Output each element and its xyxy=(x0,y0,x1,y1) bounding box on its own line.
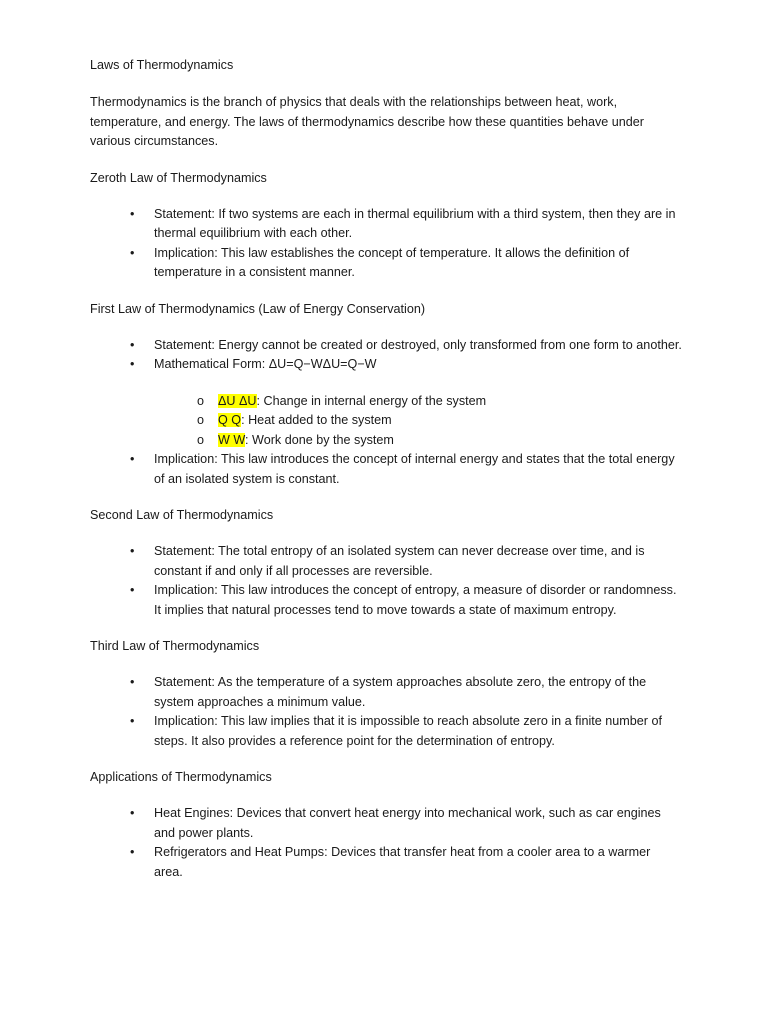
sublist-item xyxy=(90,392,682,411)
first-law-list xyxy=(90,336,682,489)
zeroth-law-list xyxy=(90,205,682,283)
list-item: • Heat Engines: Devices that convert heat energy into mechanical work, such as car engines and power plants. xyxy=(90,804,682,843)
list-item xyxy=(90,355,682,450)
third-law-list xyxy=(90,673,682,751)
list-item: • Implication: This law introduces the concept of internal energy and states that the total energy of an isolated system is constant. xyxy=(90,450,682,489)
highlighted-symbol: Q Q xyxy=(218,413,242,428)
first-law-heading: First Law of Thermodynamics (Law of Energy Conservation) xyxy=(90,301,426,316)
symbol-description: : Work done by the system xyxy=(245,432,394,447)
list-item: • Statement: If two systems are each in thermal equilibrium with a third system, then they are in thermal equilibrium with each other. xyxy=(90,205,682,244)
variable-sublist xyxy=(154,392,682,450)
list-item: • Implication: This law implies that it is impossible to reach absolute zero in a finite number of steps. It also provides a reference point for the determination of entropy. xyxy=(90,712,682,751)
document-title: Laws of Thermodynamics xyxy=(90,58,234,72)
symbol-description: : Heat added to the system xyxy=(241,413,392,428)
document-page xyxy=(90,56,682,899)
list-item: • Statement: As the temperature of a system approaches absolute zero, the entropy of the system approaches a minimum value. xyxy=(90,673,682,712)
intro-paragraph: Thermodynamics is the branch of physics that deals with the relationships between heat, work, temperature, and energy. The laws of thermodynamics describe how these quantities behave under various circumstances. xyxy=(90,95,644,149)
list-item: • Implication: This law establishes the concept of temperature. It allows the definition of temperature in a consistent manner. xyxy=(90,244,682,283)
list-item: • Statement: The total entropy of an isolated system can never decrease over time, and is constant if and only if all processes are reversible. xyxy=(90,542,682,581)
applications-heading: Applications of Thermodynamics xyxy=(90,769,272,784)
second-law-heading: Second Law of Thermodynamics xyxy=(90,507,274,522)
third-law-heading: Third Law of Thermodynamics xyxy=(90,638,260,653)
applications-list xyxy=(90,804,682,882)
zeroth-law-heading: Zeroth Law of Thermodynamics xyxy=(90,170,267,185)
list-item: • Refrigerators and Heat Pumps: Devices that transfer heat from a cooler area to a warmer area. xyxy=(90,843,682,882)
highlighted-symbol: ΔU ΔU xyxy=(218,393,257,408)
list-item: • Implication: This law introduces the concept of entropy, a measure of disorder or randomness. It implies that natural processes tend to move towards a state of maximum entropy. xyxy=(90,581,682,620)
symbol-description: : Change in internal energy of the system xyxy=(256,393,487,408)
sublist-item xyxy=(90,431,682,450)
math-form-text: Mathematical Form: ΔU=Q−WΔU=Q−W xyxy=(154,357,377,372)
second-law-list xyxy=(90,542,682,620)
list-item: • Statement: Energy cannot be created or destroyed, only transformed from one form to another. xyxy=(90,336,682,355)
highlighted-symbol: W W xyxy=(218,432,246,447)
sublist-item xyxy=(90,411,682,430)
